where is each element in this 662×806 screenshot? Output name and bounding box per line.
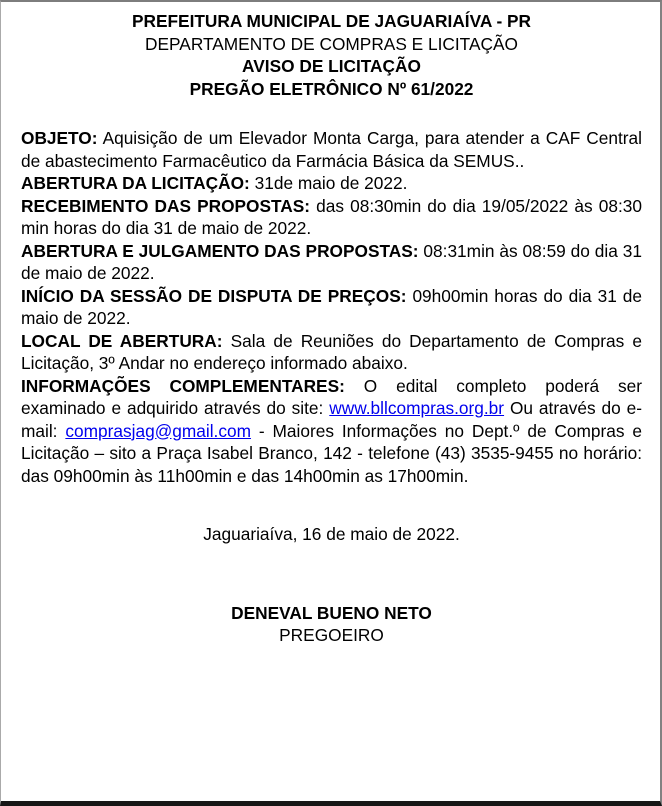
- paragraph-local-abertura: [21, 330, 642, 375]
- paragraph-inicio-sessao: [21, 285, 642, 330]
- objeto-label: OBJETO:: [21, 128, 98, 148]
- informacoes-text-before-email: Ou através do e-mail:: [21, 398, 642, 441]
- informacoes-text-before-site: O edital completo poderá ser examinado e adquirido através do site:: [21, 375, 642, 418]
- notice-type: AVISO DE LICITAÇÃO: [242, 56, 421, 76]
- notice-number: PREGÃO ELETRÔNICO Nº 61/2022: [189, 78, 474, 99]
- signature-name: DENEVAL BUENO NETO: [231, 602, 432, 623]
- abertura-licitacao-label: ABERTURA DA LICITAÇÃO:: [21, 173, 250, 193]
- objeto-text: Aquisição de um Elevador Monta Carga, para atender a CAF Central de abastecimento Farmacêutico da Farmácia Básica da SEMUS..: [21, 128, 642, 171]
- local-abertura-text: Sala de Reuniões do Departamento de Compras e Licitação, 3º Andar no endereço informado abaixo.: [21, 330, 642, 373]
- abertura-julgamento-label: ABERTURA E JULGAMENTO DAS PROPOSTAS:: [21, 240, 419, 261]
- signature-block: [21, 602, 642, 647]
- abertura-julgamento-text: 08:31min às 08:59 do dia 31 de maio de 2022.: [21, 240, 642, 283]
- department-subtitle: DEPARTAMENTO DE COMPRAS E LICITAÇÃO: [145, 33, 518, 54]
- org-title: PREFEITURA MUNICIPAL DE JAGUARIAÍVA - PR: [131, 11, 532, 31]
- paragraph-informacoes-complementares: [21, 375, 642, 488]
- recebimento-propostas-label: RECEBIMENTO DAS PROPOSTAS:: [21, 195, 311, 216]
- informacoes-text-after-email: - Maiores Informações no Dept.º de Compras e Licitação – sito a Praça Isabel Branco, 142 - telefone (43) 3535-9455 no horário: das 09h00min às 11h00min e das 14h00min as 17h00min.: [21, 420, 642, 486]
- inicio-sessao-text: 09h00min horas do dia 31 de maio de 2022.: [21, 285, 642, 328]
- paragraph-objeto: [21, 127, 642, 172]
- date-line: Jaguariaíva, 16 de maio de 2022.: [203, 524, 460, 544]
- site-link[interactable]: www.bllcompras.org.br: [329, 398, 505, 418]
- document-header: [21, 10, 642, 100]
- paragraph-abertura-licitacao: [21, 172, 642, 195]
- document-body: [21, 127, 642, 487]
- inicio-sessao-label: INÍCIO DA SESSÃO DE DISPUTA DE PREÇOS:: [21, 285, 407, 306]
- local-abertura-label: LOCAL DE ABERTURA:: [21, 330, 223, 351]
- informacoes-label: INFORMAÇÕES COMPLEMENTARES:: [21, 375, 345, 396]
- signature-role: PREGOEIRO: [279, 625, 384, 645]
- header-body-spacer: [21, 100, 642, 127]
- email-link[interactable]: comprasjag@gmail.com: [65, 420, 251, 441]
- paragraph-abertura-julgamento: [21, 240, 642, 285]
- abertura-licitacao-text: 31de maio de 2022.: [254, 173, 408, 193]
- paragraph-recebimento-propostas: [21, 195, 642, 240]
- recebimento-propostas-text: das 08:30min do dia 19/05/2022 às 08:30 min horas do dia 31 de maio de 2022.: [21, 195, 642, 238]
